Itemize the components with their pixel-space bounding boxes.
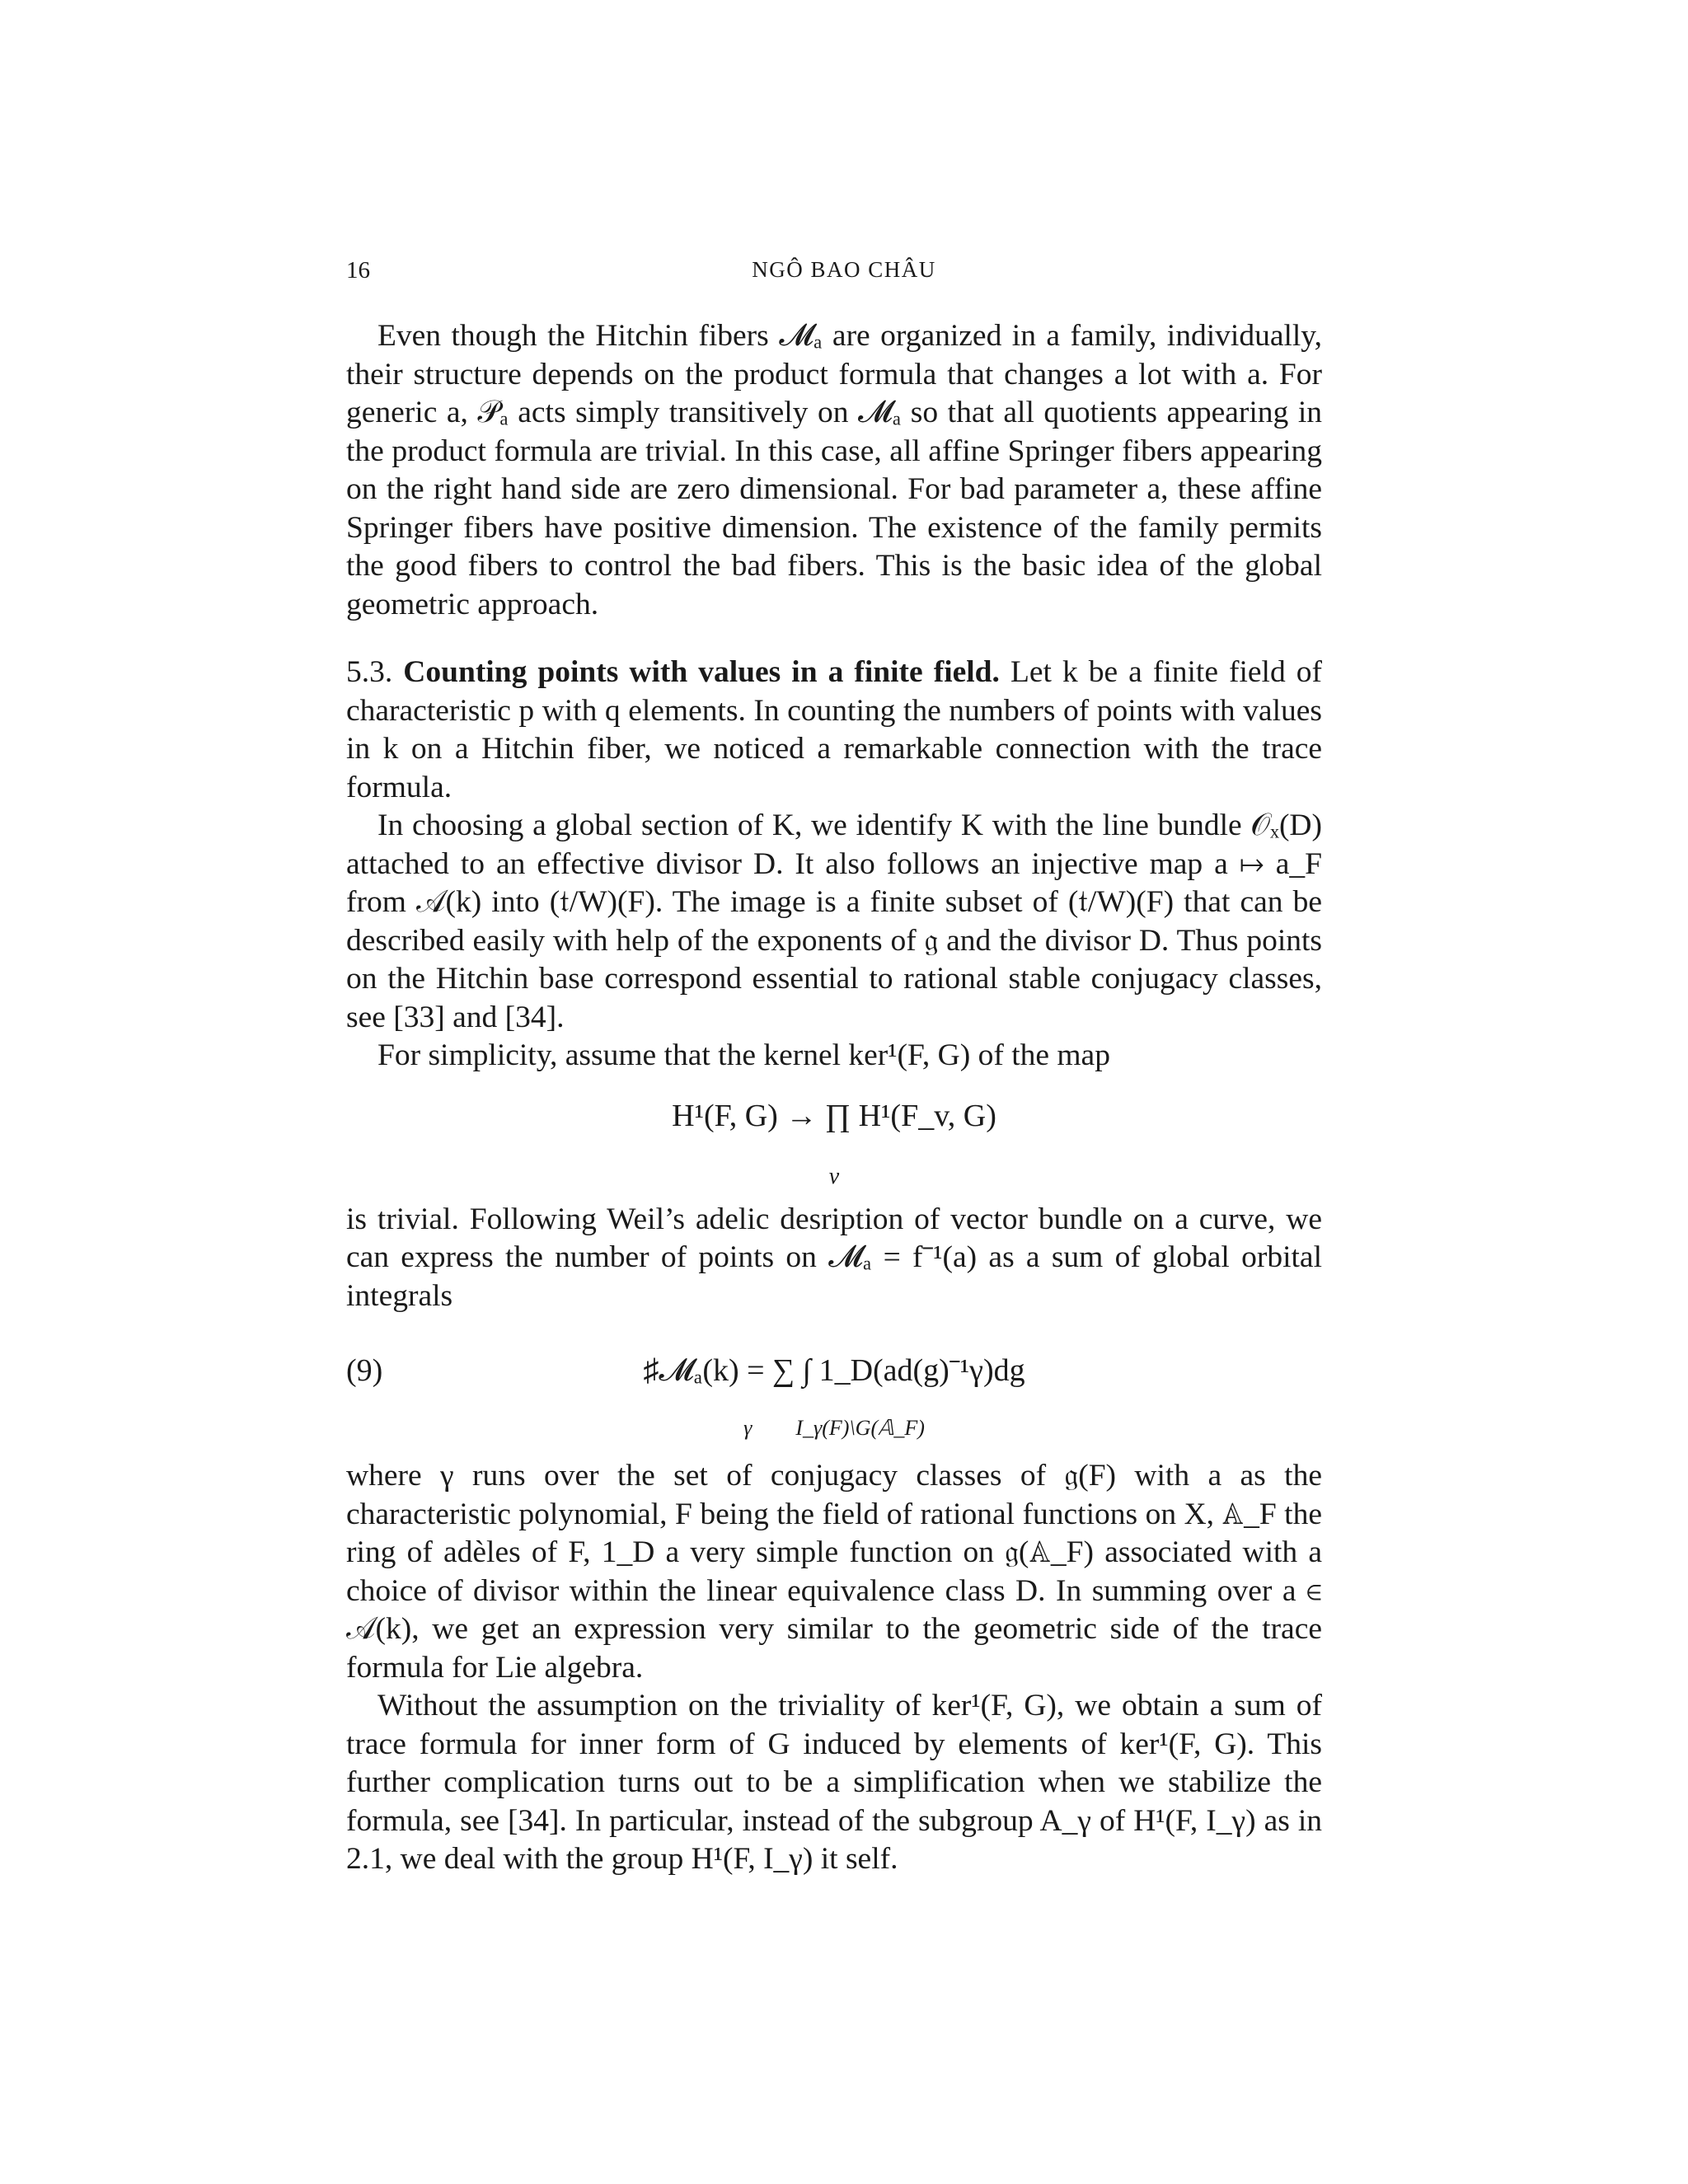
section-intro-text: Let k be a finite field of characteristic p with q elements. In counting the numbers of points with values in k on a Hitchin fiber, we noticed a remarkable connection with the trace formula. bbox=[346, 655, 1322, 804]
paragraph-weil-adelic: is trivial. Following Weil’s adelic desription of vector bundle on a curve, we can express the number of points on 𝓜ₐ = f⁻¹(a) as a sum of global orbital integrals bbox=[346, 1202, 1322, 1313]
equation-number: (9) bbox=[346, 1353, 383, 1388]
kernel-map-formula: H¹(F, G) → ∏ H¹(F_v, G) bbox=[672, 1098, 996, 1133]
page-number: 16 bbox=[346, 257, 370, 284]
body-text bbox=[346, 317, 1322, 1879]
paragraph-hitchin-fibers: Even though the Hitchin fibers 𝓜ₐ are organized in a family, individually, their structure depends on the product formula that changes a lot with a. For generic a, 𝒫ₐ acts simply transitively on 𝓜ₐ so that all quotients appearing in the product formula are trivial. In this case, all affine Springer fibers appearing on the right hand side are zero dimensional. For bad parameter a, these affine Springer fibers have positive dimension. The existence of the family permits the good fibers to control the bad fibers. This is the basic idea of the global geometric approach. bbox=[346, 319, 1322, 621]
paragraph-simplicity: For simplicity, assume that the kernel ker¹(F, G) of the map bbox=[377, 1038, 1110, 1072]
section-title: Counting points with values in a finite field. bbox=[403, 655, 1000, 689]
paragraph-global-section: In choosing a global section of K, we identify K with the line bundle 𝒪ₓ(D) attached to an effective divisor D. It also follows an injective map a ↦ a_F from 𝒜(k) into (𝔱/W)(F). The image is a finite subset of (𝔱/W)(F) that can be described easily with help of the exponents of 𝔤 and the divisor D. Thus points on the Hitchin base correspond essential to rational stable conjugacy classes, see [33] and [34]. bbox=[346, 808, 1322, 1034]
display-equation-kernel-map bbox=[346, 1085, 1322, 1201]
formula-subscripts bbox=[346, 1409, 1322, 1448]
integral-subscript: I_γ(F)\G(𝔸_F) bbox=[795, 1416, 925, 1440]
section-number: 5.3. bbox=[346, 655, 393, 689]
sum-subscript: γ bbox=[743, 1416, 753, 1440]
paragraph-gamma-runs: where γ runs over the set of conjugacy classes of 𝔤(F) with a as the characteristic polynomial, F being the field of rational functions on X, 𝔸_F the ring of adèles of F, 1_D a very simple function on 𝔤(𝔸_F) associated with a choice of divisor within the linear equivalence class D. In summing over a ∈ 𝒜(k), we get an expression very similar to the geometric side of the trace formula for Lie algebra. bbox=[346, 1459, 1322, 1685]
section-5-3-paragraph bbox=[346, 654, 1322, 807]
running-head: NGÔ BAO CHÂU bbox=[752, 257, 936, 282]
orbital-integral-formula: ♯𝓜ₐ(k) = ∑ ∫ 1_D(ad(g)⁻¹γ)dg bbox=[643, 1353, 1025, 1388]
product-subscript: v bbox=[828, 1163, 840, 1189]
paragraph-without-assumption: Without the assumption on the triviality of ker¹(F, G), we obtain a sum of trace formula for inner form of G induced by elements of ker¹(F, G). This further complication turns out to be a simplification when we stabilize the formula, see [34]. In particular, instead of the subgroup A_γ of H¹(F, I_γ) as in 2.1, we deal with the group H¹(F, I_γ) it self. bbox=[346, 1689, 1322, 1876]
display-equation-9 bbox=[346, 1333, 1322, 1457]
